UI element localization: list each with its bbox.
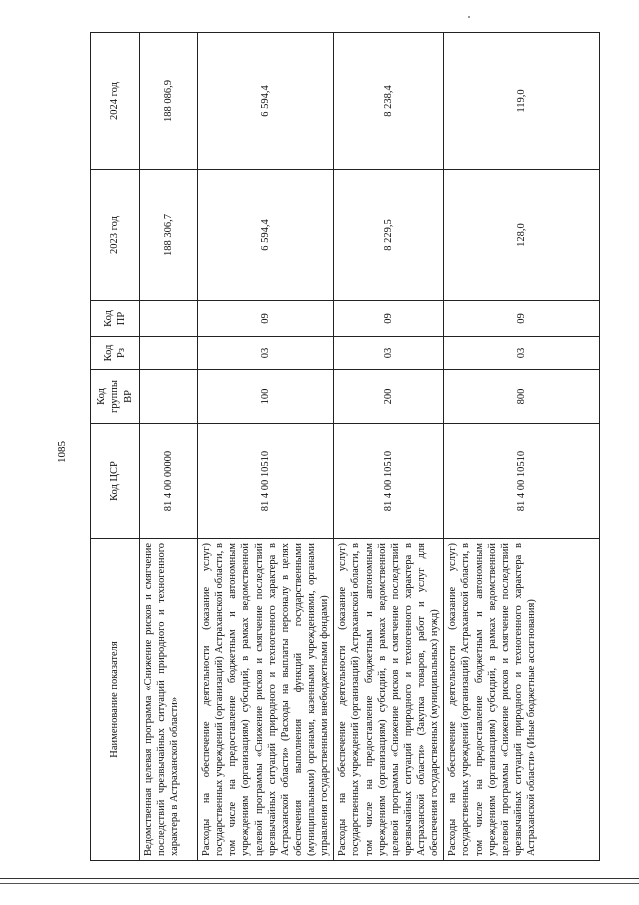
budget-table <box>90 32 600 861</box>
row-vr: 100 <box>198 370 334 424</box>
row-vr <box>140 370 198 424</box>
row-pr: 09 <box>198 301 334 337</box>
row-2024: 119,0 <box>444 33 600 170</box>
row-2024: 188 086,9 <box>140 33 198 170</box>
scan-edge-line <box>0 883 639 884</box>
rotated-table-frame <box>90 33 600 861</box>
header-2024: 2024 год <box>91 33 140 170</box>
table-row <box>444 33 600 861</box>
page-number-text: 1085 <box>56 441 68 463</box>
row-2023: 6 594,4 <box>198 170 334 301</box>
row-csr: 81 4 00 10510 <box>444 424 600 539</box>
row-pr: 09 <box>444 301 600 337</box>
row-rz: 03 <box>444 337 600 370</box>
table-row <box>198 33 334 861</box>
scan-speck <box>468 16 470 18</box>
header-2023: 2023 год <box>91 170 140 301</box>
row-vr: 200 <box>334 370 444 424</box>
scan-edge-line <box>0 878 639 879</box>
row-name: Ведомственная целевая программа «Снижение рисков и смягчение последствий чрезвычайных ситуаций природного и техногенного характера в Астраханской области» <box>140 539 198 861</box>
header-csr: Код ЦСР <box>91 424 140 539</box>
row-rz: 03 <box>198 337 334 370</box>
row-2023: 188 306,7 <box>140 170 198 301</box>
header-rz: Код Рз <box>91 337 140 370</box>
row-pr: 09 <box>334 301 444 337</box>
row-name: Расходы на обеспечение деятельности (оказание услуг) государственных учреждений (организаций) Астраханской области, в том числе на предоставление бюджетным и автономным учреждениям (организациям) субсидий, в рамках ведомственной целевой программы «Снижение рисков и смягчение последствий чрезвычайных ситуаций природного и техногенного характера в Астраханской области» (Расходы на выплаты персоналу в целях обеспечения выполнения функций государственными (муниципальными) органами, казенными учреждениями, органами управления государственными внебюджетными фондами) <box>198 539 334 861</box>
row-pr <box>140 301 198 337</box>
row-2024: 8 238,4 <box>334 33 444 170</box>
row-rz: 03 <box>334 337 444 370</box>
row-vr: 800 <box>444 370 600 424</box>
row-2024: 6 594,4 <box>198 33 334 170</box>
row-csr: 81 4 00 10510 <box>198 424 334 539</box>
row-2023: 8 229,5 <box>334 170 444 301</box>
table-header-row <box>91 33 140 861</box>
row-csr: 81 4 00 00000 <box>140 424 198 539</box>
header-name: Наименование показателя <box>91 539 140 861</box>
row-2023: 128,0 <box>444 170 600 301</box>
table-row <box>140 33 198 861</box>
row-rz <box>140 337 198 370</box>
table-container <box>90 33 600 861</box>
table-row <box>334 33 444 861</box>
row-name: Расходы на обеспечение деятельности (оказание услуг) государственных учреждений (организаций) Астраханской области, в том числе на предоставление бюджетным и автономным учреждениям (организациям) субсидий, в рамках ведомственной целевой программы «Снижение рисков и смягчение последствий чрезвычайных ситуаций природного и техногенного характера в Астраханской области» (Закупка товаров, работ и услуг для обеспечения государственных (муниципальных) нужд) <box>334 539 444 861</box>
header-pr: Код ПР <box>91 301 140 337</box>
row-name: Расходы на обеспечение деятельности (оказание услуг) государственных учреждений (организаций) Астраханской области, в том числе на предоставление бюджетным и автономным учреждениям (организациям) субсидий, в рамках ведомственной целевой программы «Снижение рисков и смягчение последствий чрезвычайных ситуаций природного и техногенного характера в Астраханской области» (Иные бюджетные ассигнования) <box>444 539 600 861</box>
header-vr: Код группы ВР <box>91 370 140 424</box>
row-csr: 81 4 00 10510 <box>334 424 444 539</box>
